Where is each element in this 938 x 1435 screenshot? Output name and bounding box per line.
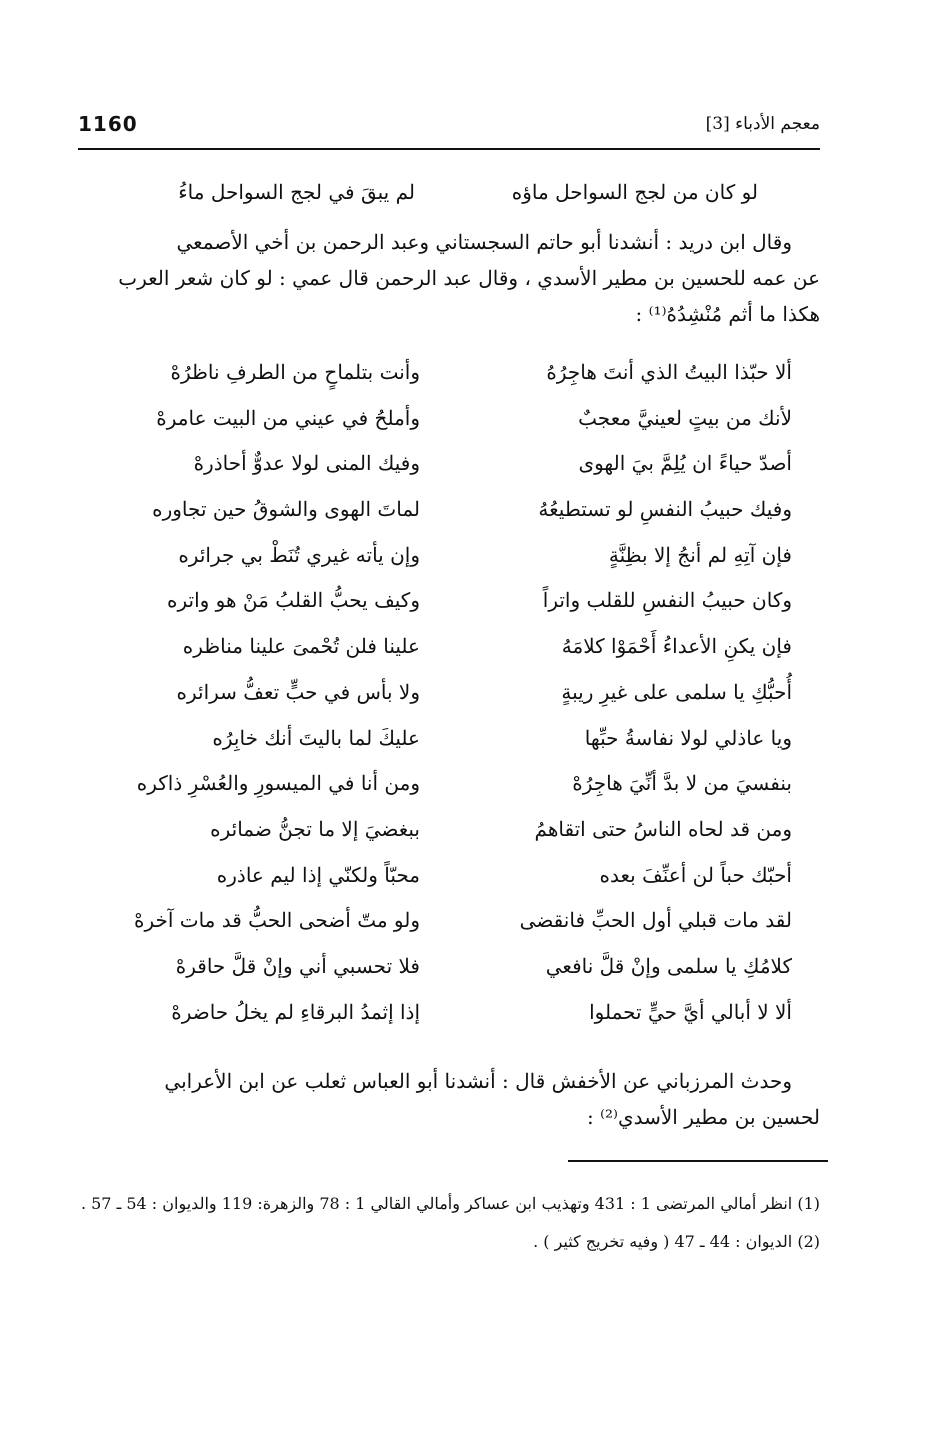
poem-line (78, 634, 820, 680)
verse-first-hemistich: لأنك من بيتٍ لعينيَّ معجبٌ (578, 405, 792, 430)
verse-first-hemistich: ويا عاذلي لولا نفاسةُ حبِّها (584, 725, 792, 750)
verse-first-hemistich: فإن آتِهِ لم أنجُ إلا بظِنَّةٍ (608, 542, 792, 567)
verse-first-hemistich: كلامُكِ يا سلمى وإنْ قلَّ نافعي (545, 953, 792, 978)
verse-first-hemistich: أصدّ حياءً ان يُلِمَّ بيَ الهوى (578, 451, 792, 476)
verse-first-hemistich: أُحبُّكِ يا سلمى على غيرِ ريبةٍ (561, 679, 792, 704)
page-number: 1160 (78, 112, 138, 136)
verse-second-hemistich: وكيف يحبُّ القلبُ مَنْ هو واتره (167, 588, 420, 613)
verse-first-hemistich: لقد مات قبلي أول الحبِّ فانقضى (519, 908, 792, 933)
outro-line-2: لحسين بن مطير الأسدي⁽²⁾ : (587, 1105, 820, 1129)
intro-paragraph (78, 224, 820, 332)
verse-first-hemistich: وكان حبيبُ النفسِ للقلب واتراً (542, 588, 792, 613)
page-header (78, 110, 820, 144)
verse-second-hemistich: وأملحُ في عيني من البيت عامرهْ (156, 405, 420, 430)
poem-line (78, 863, 820, 909)
intro-line-3: هكذا ما أثم مُنْشِدُهُ⁽¹⁾ : (635, 302, 820, 326)
poem-line (78, 954, 820, 1000)
verse-first-hemistich: وفيك حبيبُ النفسِ لو تستطيعُهُ (538, 497, 792, 522)
poem-line (78, 543, 820, 589)
footnotes (78, 1190, 820, 1266)
poem-line (78, 908, 820, 954)
poem-line (78, 360, 820, 406)
verse-first-hemistich: ألا حبّذا البيتُ الذي أنتَ هاجِرُهُ (546, 360, 792, 384)
poem-line (78, 497, 820, 543)
verse-second-hemistich: لم يبقَ في لجج السواحل ماءُ (178, 180, 415, 204)
verse-second-hemistich: ولا بأس في حبٍّ تعفُّ سرائره (176, 679, 420, 704)
verse-first-hemistich: فإن يكنِ الأعداءُ أَحْمَوْا كلامَهُ (561, 634, 792, 659)
verse-second-hemistich: وفيك المنى لولا عدوٌّ أحاذرهْ (193, 451, 420, 476)
verse-second-hemistich: وأنت بتلماحٍ من الطرفِ ناظرُهْ (170, 360, 420, 384)
footnote-1: (1) انظر أمالي المرتضى 1 : 431 وتهذيب ابن عساكر وأمالي القالي 1 : 78 والزهرة: 119 والديوان : 54 ـ 57 . (80, 1194, 820, 1213)
verse-second-hemistich: لماتَ الهوى والشوقُ حين تجاوره (152, 497, 420, 522)
intro-line-1: وقال ابن دريد : أنشدنا أبو حاتم السجستاني وعبد الرحمن بن أخي الأصمعي (176, 230, 792, 254)
footnote-rule (568, 1160, 828, 1162)
outro-paragraph (78, 1063, 820, 1135)
poem-line (78, 680, 820, 726)
poem (78, 360, 820, 1045)
poem-line (78, 406, 820, 452)
verse-first-hemistich: أحبّك حباً لن أعنِّفَ بعده (599, 862, 792, 887)
verse-second-hemistich: ومن أنا في الميسورِ والعُسْرِ ذاكره (136, 771, 420, 796)
poem-line (78, 726, 820, 772)
verse-second-hemistich: وإن يأته غيري تُنَطْ بي جرائره (178, 542, 420, 567)
intro-line-2: عن عمه للحسين بن مطير الأسدي ، وقال عبد الرحمن قال عمي : لو كان شعر العرب (118, 266, 820, 290)
verse-first-hemistich: ألا لا أبالي أيَّ حيٍّ تحملوا (589, 999, 792, 1024)
verse-second-hemistich: فلا تحسبي أني وإنْ قلَّ حاقرهْ (175, 953, 420, 978)
running-title: معجم الأدباء [3] (705, 114, 820, 134)
verse-second-hemistich: محبّاً ولكنّي إذا ليم عاذره (216, 862, 420, 887)
verse-first-hemistich: لو كان من لجج السواحل ماؤه (511, 180, 758, 204)
verse-second-hemistich: علينا فلن تُحْمىَ علينا مناظره (182, 634, 420, 659)
outro-line-1: وحدث المرزباني عن الأخفش قال : أنشدنا أبو العباس ثعلب عن ابن الأعرابي (164, 1069, 792, 1093)
header-rule (78, 148, 820, 150)
poem-line (78, 1000, 820, 1046)
poem-line (78, 451, 820, 497)
poem-line (78, 817, 820, 863)
verse-first-hemistich: بنفسيَ من لا بدَّ أنِّيَ هاجِرُهْ (572, 771, 792, 796)
verse-second-hemistich: عليكَ لما باليتَ أنك خابِرُه (212, 725, 420, 750)
verse-second-hemistich: ولو متّ أضحى الحبُّ قد مات آخرهْ (133, 908, 420, 933)
verse-second-hemistich: ببغضيَ إلا ما تجنُّ ضمائره (210, 816, 420, 841)
poem-line (78, 588, 820, 634)
verse-first-hemistich: ومن قد لحاه الناسُ حتى اتقاهمُ (534, 816, 792, 841)
opening-verse (78, 180, 820, 220)
poem-line (78, 771, 820, 817)
footnote-2: (2) الديوان : 44 ـ 47 ( وفيه تخريج كثير ) . (533, 1232, 820, 1251)
verse-second-hemistich: إذا إثمدُ البرقاءِ لم يخلُ حاضرهْ (171, 999, 420, 1024)
